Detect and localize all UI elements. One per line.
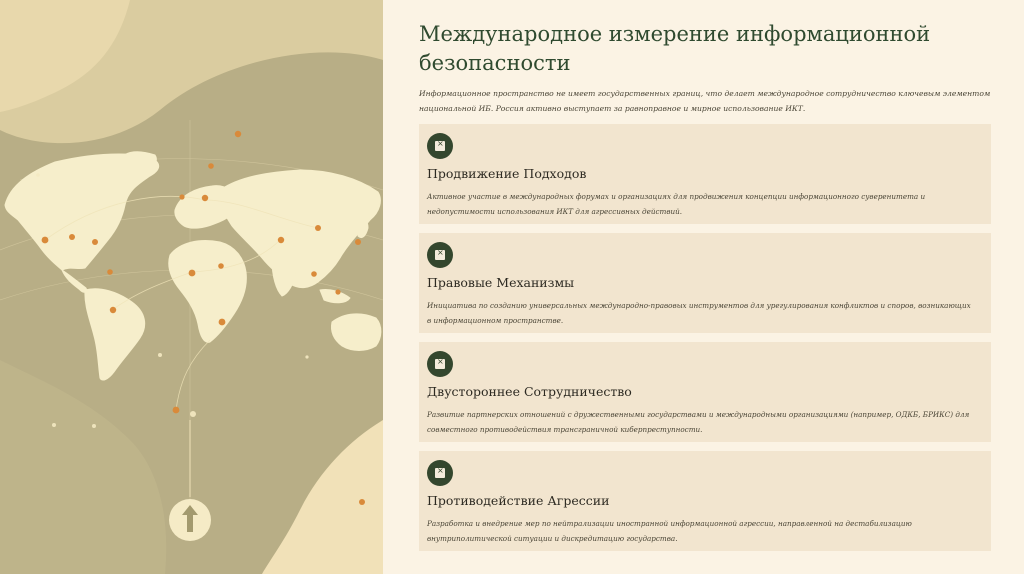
card-bilateral <box>419 342 991 442</box>
page-title: Международное измерение информационной безопасности <box>419 22 931 75</box>
card-title: Двустороннее Сотрудничество <box>427 384 632 399</box>
image-placeholder-icon <box>427 242 453 268</box>
image-placeholder-icon <box>427 351 453 377</box>
card-text: Разработка и внедрение мер по нейтрализации иностранной информационной агрессии, направленной на дестабилизацию внутриполитической ситуации и дискредитацию государства. <box>427 519 912 543</box>
card-text: Активное участие в международных форумах и организациях для продвижения концепции информационного суверенитета и недопустимости использования ИКТ для агрессивных действий. <box>427 192 926 216</box>
world-map-svg <box>0 0 383 574</box>
card-text: Инициатива по созданию универсальных международно-правовых инструментов для урегулирования конфликтов и споров, возникающих в информационном пространстве. <box>427 301 971 325</box>
card-promotion <box>419 124 991 224</box>
card-title: Противодействие Агрессии <box>427 493 610 508</box>
world-map-illustration <box>0 0 383 574</box>
image-placeholder-icon <box>427 133 453 159</box>
card-title: Продвижение Подходов <box>427 166 587 181</box>
image-placeholder-icon <box>427 460 453 486</box>
content-panel <box>383 0 1024 574</box>
card-text: Развитие партнерских отношений с дружественными государствами и международными организациями (например, ОДКБ, БРИКС) для совместного противодействия трансграничной киберпреступности. <box>427 410 970 434</box>
card-aggression <box>419 451 991 551</box>
card-title: Правовые Механизмы <box>427 275 575 290</box>
intro-text: Информационное пространство не имеет государственных границ, что делает международное сотрудничество ключевым элементом национальной ИБ. Россия активно выступает за равноправное и мирное использование ИКТ. <box>419 89 991 113</box>
card-legal <box>419 233 991 333</box>
